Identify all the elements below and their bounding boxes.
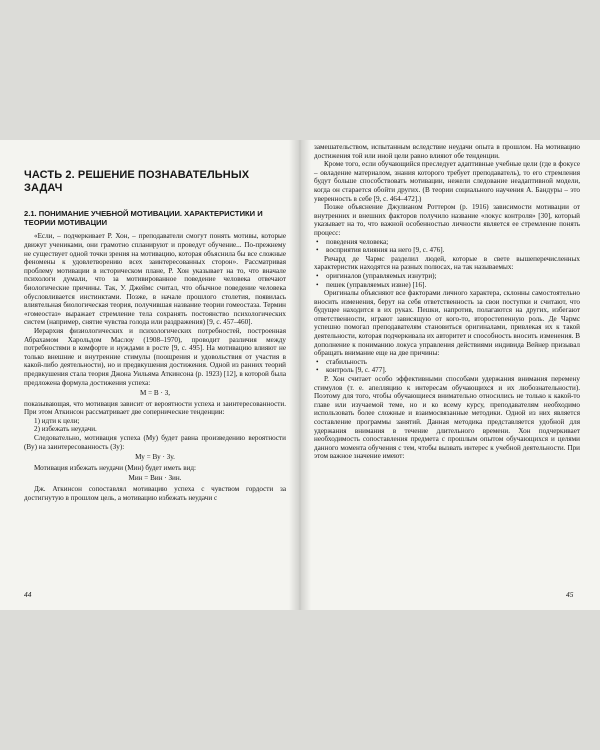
formula: Мин = Вин · Зин. <box>128 474 182 483</box>
paragraph: Дж. Аткинсон сопоставлял мотивацию успеха с чувством гордости за достигнутую в прошлом цель, а мотивацию избежать неудачи с <box>24 485 286 502</box>
part-title: ЧАСТЬ 2. РЕШЕНИЕ ПОЗНАВАТЕЛЬНЫХ ЗАДАЧ <box>24 169 250 194</box>
right-page <box>314 143 580 461</box>
paragraph: Кроме того, если обучающийся преследует адаптивные учебные цели (где в фокусе – овладение материалом, знания которого требует преподаватель), то его стремления будут больше способствовать мотивации, нежели следование неадаптивной модели, когда он старается обойти других. (В теории социального научения А. Бандуры – это уверенность в себе [9, с. 464–472].) <box>314 160 580 203</box>
paragraph: Иерархия физиологических и психологических потребностей, построенная Абрахамом Харольдом Маслоу (1908–1970), проводит различия между потребностями в комфорте и нуждами в росте [9, с. 495]. На мотивацию влияют не только внешние и внутренние стимулы (поощрения и удовольствия от участия в какой-либо деятельности), но и предвкушения достижения. Одной из ранних теорий предвкушения стала теория Джона Уильяма Аткинсона (р. 1923) [12], в которой была предложена формула достижения успеха: <box>24 326 286 387</box>
list-item: 2) избежать неудачи. <box>34 425 97 434</box>
book-gutter <box>289 140 311 610</box>
paragraph: Позже объяснение Джулианом Роттером (р. 1916) зависимости мотивации от внутренних и внешних факторов получило название «локус контроля» [30], который указывает на то, что важной особенностью личности является ее стремление понять процесс: <box>314 203 580 237</box>
page-number-left: 44 <box>24 590 32 599</box>
formula: Му = Ву · Зу. <box>135 453 175 462</box>
paragraph: Ричард де Чармс разделил людей, которые в свете вышеперечисленных характеристик находятся на разных полюсах, на так называемых: <box>314 254 580 272</box>
paragraph: «Если, – подчеркивает Р. Хон, – преподаватели смогут понять мотивы, которые движут учениками, они грамотно спланируют и проведут обучение... По-прежнему не существует одной точки зрения на мотивацию, которая объяснила бы все сложные феномены к удовлетворению всех заинтересованных сторон». Рассматривая проблему мотивации в историческом плане, Р. Хон указывает на то, что вначале психологи думали, что за мотивированное поведение человека отвечают биологические причины. Так, У. Джеймс считал, что обычное поведение человека обусловливается инстинктами. Позже, в начале прошлого столетия, появилась влиятельная биологическая теория, получившая название теории гомеостаза. Термин «гомеостаз» выражает стремление тела сохранять постоянство психологических систем (например, снятие чувства голода или раздражения) [9, с. 457–460]. <box>24 232 286 327</box>
bullet-item: • поведения человека; <box>314 238 580 247</box>
bullet-item: • пешек (управляемых извне) [16]. <box>314 281 580 290</box>
bullet-item: • оригиналов (управляемых изнутри); <box>314 272 580 281</box>
left-page <box>24 152 286 502</box>
paragraph: показывающая, что мотивация зависит от вероятности успеха и заинтересованности. При этом Аткинсон рассматривает две сопернические тенденции: <box>24 399 286 417</box>
paragraph: замешательством, испытанным вследствие неудачи опыта в прошлом. На мотивацию достижения той или иной цели равно влияют обе тенденции. <box>314 143 580 160</box>
paragraph: Следовательно, мотивация успеха (Му) будет равна произведению вероятности (Ву) на заинтересованность (Зу): <box>24 434 286 451</box>
formula: М = В · З, <box>139 389 171 398</box>
list-item: 1) идти к цели; <box>34 416 80 425</box>
paragraph: Оригиналы объясняют все факторами личного характера, склонны самостоятельно вносить изменения, берут на себя ответственность за свои поступки и считают, что будущее находится в их руках. Пешки, напротив, полагаются на других, избегают ответственности, играют зависящую от кого-то, второстепенную роль. Де Чармс успешно помогал преподавателям становиться оригиналами, привлекая их к такой деятельности, которая подчеркивала их авторитет и способность вносить изменения. В дополнение к пониманию локуса управления действиями индивида Вейнер призывал обращать внимание еще на две причины: <box>314 289 580 358</box>
bullet-item: • восприятия влияния на него [9, с. 476]. <box>314 246 580 255</box>
section-title: 2.1. ПОНИМАНИЕ УЧЕБНОЙ МОТИВАЦИИ. ХАРАКТЕРИСТИКИ И ТЕОРИИ МОТИВАЦИИ <box>24 209 263 228</box>
paragraph: Р. Хон считает особо эффективными способами удержания внимания перемену стимулов (т. е. апелляцию к интересам обучающихся и их любознательности). Поэтому для того, чтобы обучающиеся внимательно относились не только к какой-то главе или изучаемой теме, но и ко всему курсу, преподавателям необходимо использовать более сложные и взаимосвязанные методики. Одной из них является составление программы занятий. Данная методика представляется удобной для удержания внимания в течение длительного времени. Хон подчеркивает необходимость сопоставления предмета с прошлым опытом обучающихся и целями данного момента обучения с тем, чтобы вызвать интерес к учебной деятельности. При этом важное значение имеют: <box>314 375 580 461</box>
page-number-right: 45 <box>566 590 574 599</box>
paragraph: Мотивация избежать неудачи (Мин) будет иметь вид: <box>34 463 197 472</box>
bullet-item: • стабильность <box>314 358 580 367</box>
bullet-item: • контроль [9, с. 477]. <box>314 366 580 375</box>
